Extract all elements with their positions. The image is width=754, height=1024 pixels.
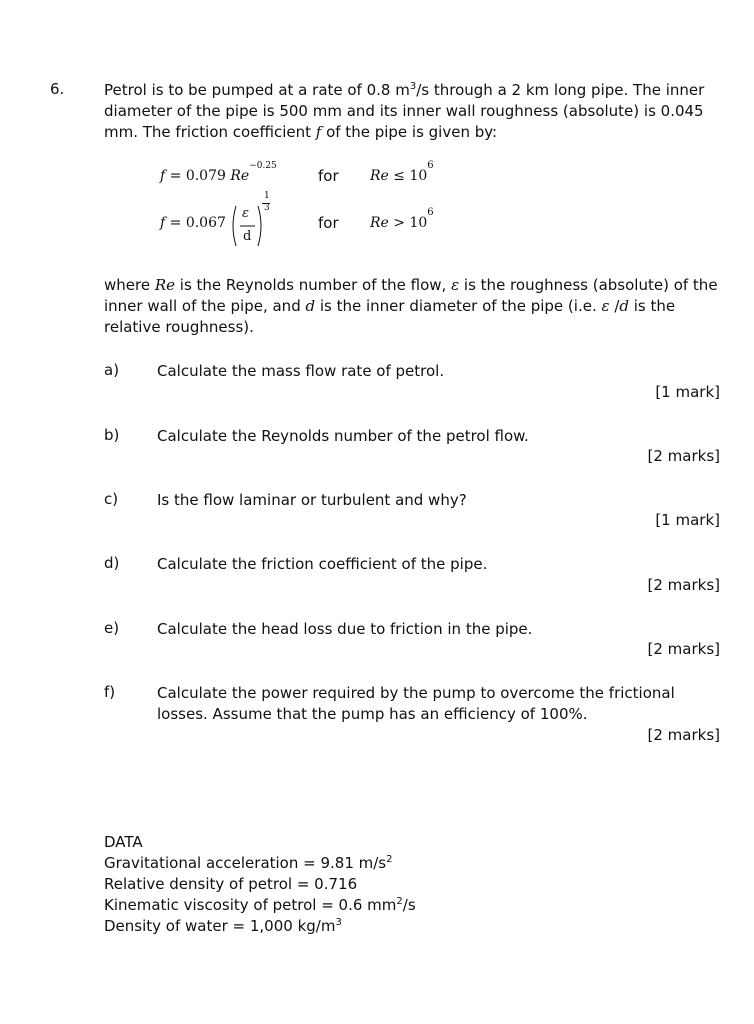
formula-1-condition: $Re \le 10^6$: [370, 160, 434, 184]
formula-1-for: for: [318, 167, 339, 185]
intro-text-2: /s through a 2 km long pipe. The inner diameter of the pipe is 500 mm and its inner wall roughness (absolute) is 0.045 mm. The friction coefficient: [104, 81, 705, 141]
intro-f: f: [315, 123, 322, 141]
data-water-density: Density of water = 1,000 $kg/m^3$: [104, 917, 342, 935]
part-e-letter: e): [104, 619, 120, 637]
formula-1: f = 0.079 $Re^{-0.25}$: [160, 161, 277, 184]
formula-2-for: for: [318, 214, 339, 232]
data-heading: DATA: [104, 833, 143, 851]
part-a-text: Calculate the mass flow rate of petrol.: [157, 362, 445, 380]
part-b-text: Calculate the Reynolds number of the petrol flow.: [157, 427, 529, 445]
part-d-marks: [2 marks]: [647, 576, 720, 594]
part-c-text: Is the flow laminar or turbulent and why?: [157, 491, 467, 509]
intro-text-3: of the pipe is given by:: [321, 123, 498, 141]
part-b-marks: [2 marks]: [647, 447, 720, 465]
data-block: [104, 832, 416, 937]
part-f-letter: f): [104, 683, 116, 701]
formula-2: f = 0.067: [160, 215, 226, 231]
formula-2-condition: $Re > 10^6$: [370, 207, 434, 231]
part-c-marks: [1 mark]: [655, 511, 720, 529]
where-paragraph: where Re is the Reynolds number of the flow, ε is the roughness (absolute) of the inner wall of the pipe, and d is the inner diameter of the pipe (i.e. ε /d is the relative roughness).: [104, 276, 718, 336]
formula-2-exp-num: 1: [264, 191, 270, 201]
intro-text-1: Petrol is to be pumped at a rate of 0.8 m: [104, 81, 410, 99]
formula-2-denominator: d: [243, 229, 252, 244]
part-f-text: Calculate the power required by the pump to overcome the frictional losses. Assume that the pump has an efficiency of 100%.: [157, 684, 675, 723]
part-d-letter: d): [104, 554, 120, 572]
question-intro: [104, 80, 724, 143]
part-a-letter: a): [104, 361, 120, 379]
formula-2-exp-den: 3: [264, 203, 270, 213]
part-c-letter: c): [104, 490, 119, 508]
part-b-letter: b): [104, 426, 120, 444]
data-relative-density: Relative density of petrol = 0.716: [104, 875, 358, 893]
part-d-text: Calculate the friction coefficient of the pipe.: [157, 555, 488, 573]
part-e-text: Calculate the head loss due to friction in the pipe.: [157, 620, 533, 638]
intro-sup: 3: [409, 81, 417, 92]
data-kinematic-viscosity: Kinematic viscosity of petrol = 0.6 $mm^2/s$: [104, 896, 416, 914]
part-a-marks: [1 mark]: [655, 383, 720, 401]
part-f-marks: [2 marks]: [647, 726, 720, 744]
question-number: 6.: [50, 80, 65, 98]
formula-2-numerator: ε: [242, 206, 249, 221]
part-e-marks: [2 marks]: [647, 640, 720, 658]
data-gravity: Gravitational acceleration = 9.81 $m/s^2$: [104, 854, 393, 872]
